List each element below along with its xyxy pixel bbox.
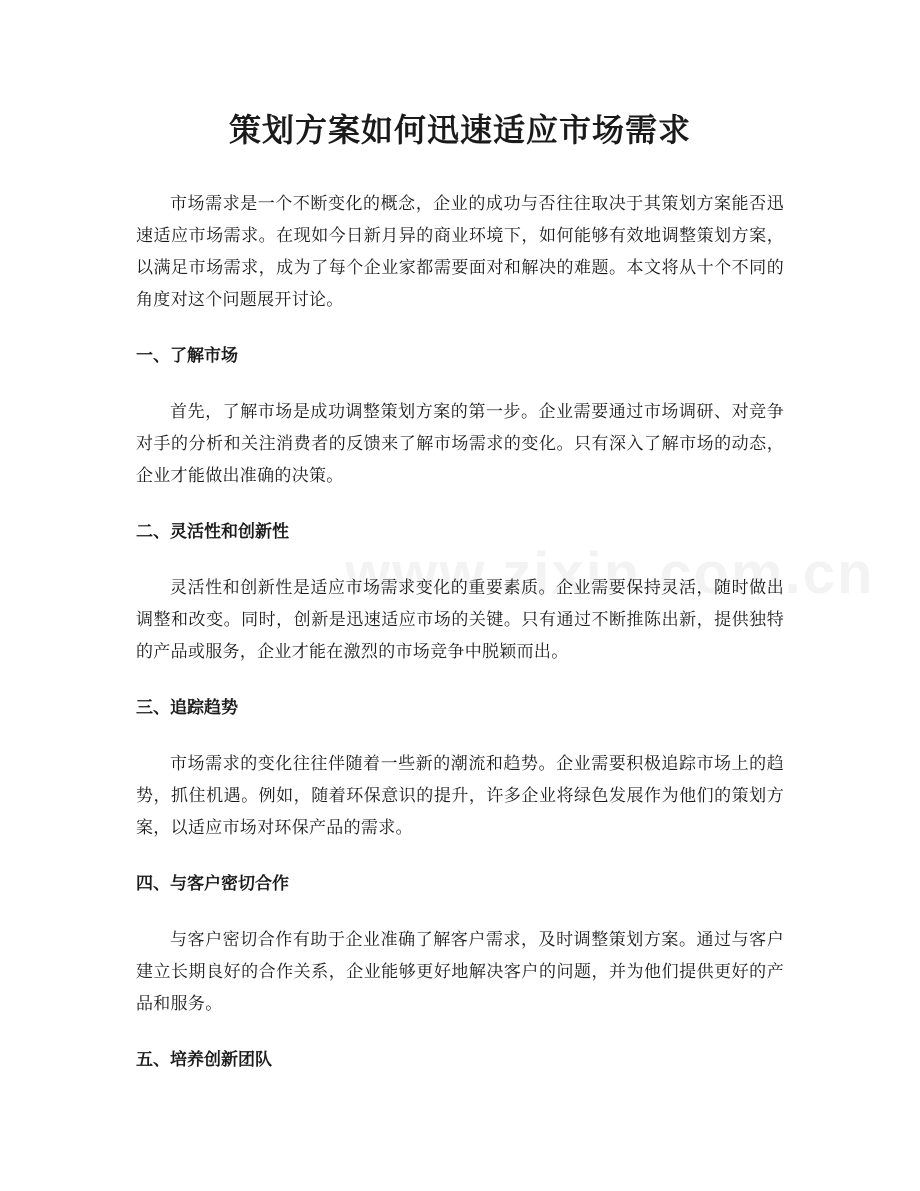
section-body-3: 市场需求的变化往往伴随着一些新的潮流和趋势。企业需要积极追踪市场上的趋势，抓住机遇。例如，随着环保意识的提升，许多企业将绿色发展作为他们的策划方案，以适应市场对环保产品的需求。 [136, 754, 784, 838]
section-body-1: 首先，了解市场是成功调整策划方案的第一步。企业需要通过市场调研、对竞争对手的分析和关注消费者的反馈来了解市场需求的变化。只有深入了解市场的动态，企业才能做出准确的决策。 [136, 402, 784, 486]
section-heading-2: 二、灵活性和创新性 [136, 522, 289, 542]
section-heading-3: 三、追踪趋势 [136, 698, 238, 718]
section-heading-5: 五、培养创新团队 [136, 1050, 272, 1070]
section-heading-4: 四、与客户密切合作 [136, 874, 289, 894]
section-heading-1: 一、了解市场 [136, 346, 238, 366]
section-body-4: 与客户密切合作有助于企业准确了解客户需求，及时调整策划方案。通过与客户建立长期良好的合作关系，企业能够更好地解决客户的问题，并为他们提供更好的产品和服务。 [136, 930, 784, 1014]
document-title: 策划方案如何迅速适应市场需求 [228, 111, 691, 149]
section-body-2: 灵活性和创新性是适应市场需求变化的重要素质。企业需要保持灵活，随时做出调整和改变。同时，创新是迅速适应市场的关键。只有通过不断推陈出新，提供独特的产品或服务，企业才能在激烈的市场竞争中脱颖而出。 [136, 578, 784, 662]
intro-paragraph: 市场需求是一个不断变化的概念，企业的成功与否往往取决于其策划方案能否迅速适应市场需求。在现如今日新月异的商业环境下，如何能够有效地调整策划方案，以满足市场需求，成为了每个企业家都需要面对和解决的难题。本文将从十个不同的角度对这个问题展开讨论。 [136, 194, 784, 310]
